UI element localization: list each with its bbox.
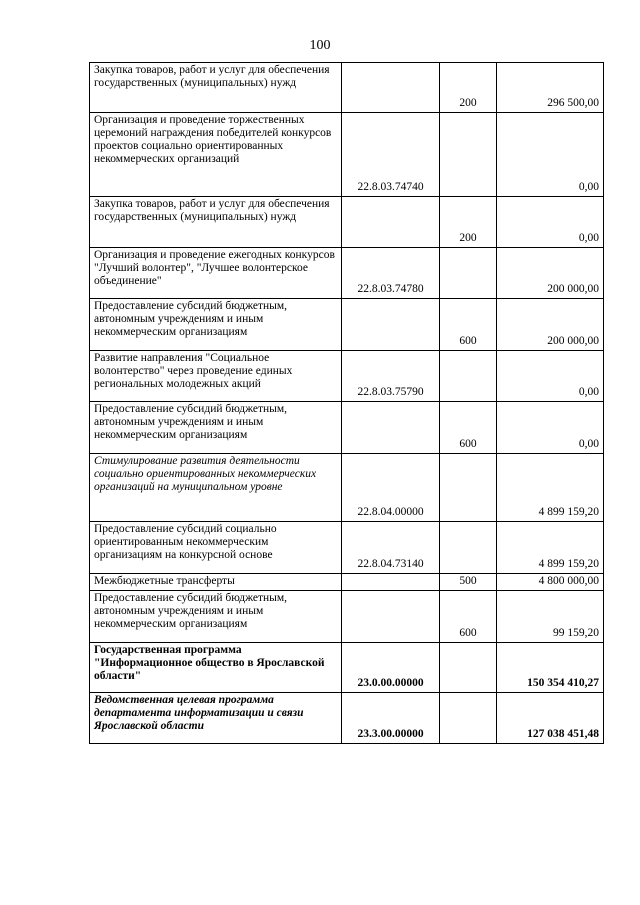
row-expense-type: 600 [440, 591, 497, 643]
row-amount: 200 000,00 [497, 299, 604, 351]
row-target-code [342, 402, 440, 454]
table-row [90, 113, 604, 197]
row-expense-type: 200 [440, 197, 497, 248]
table-row [90, 522, 604, 574]
row-expense-type: 600 [440, 299, 497, 351]
budget-table [89, 62, 604, 744]
row-amount: 127 038 451,48 [497, 693, 604, 744]
row-name: Закупка товаров, работ и услуг для обеспечения государственных (муниципальных) нужд [90, 63, 342, 113]
row-expense-type [440, 113, 497, 197]
row-name: Закупка товаров, работ и услуг для обеспечения государственных (муниципальных) нужд [90, 197, 342, 248]
row-name: Предоставление субсидий бюджетным, автономным учреждениям и иным некоммерческим организациям [90, 299, 342, 351]
table-row [90, 574, 604, 591]
row-name: Предоставление субсидий бюджетным, автономным учреждениям и иным некоммерческим организациям [90, 591, 342, 643]
row-expense-type [440, 693, 497, 744]
row-target-code: 23.3.00.00000 [342, 693, 440, 744]
table-row [90, 197, 604, 248]
row-name: Предоставление субсидий бюджетным, автономным учреждениям и иным некоммерческим организациям [90, 402, 342, 454]
row-expense-type: 600 [440, 402, 497, 454]
row-target-code [342, 299, 440, 351]
table-row [90, 591, 604, 643]
row-amount: 4 899 159,20 [497, 454, 604, 522]
row-amount: 99 159,20 [497, 591, 604, 643]
row-amount: 0,00 [497, 197, 604, 248]
row-expense-type: 200 [440, 63, 497, 113]
row-name: Предоставление субсидий социально ориентированным некоммерческим организациям на конкурсной основе [90, 522, 342, 574]
row-amount: 296 500,00 [497, 63, 604, 113]
table-row [90, 248, 604, 299]
row-target-code: 22.8.03.74780 [342, 248, 440, 299]
row-name: Межбюджетные трансферты [90, 574, 342, 591]
row-amount: 200 000,00 [497, 248, 604, 299]
row-amount: 0,00 [497, 351, 604, 402]
row-name: Ведомственная целевая программа департамента информатизации и связи Ярославской области [90, 693, 342, 744]
row-target-code: 23.0.00.00000 [342, 643, 440, 693]
table-row [90, 299, 604, 351]
row-name: Организация и проведение ежегодных конкурсов "Лучший волонтер", "Лучшее волонтерское объединение" [90, 248, 342, 299]
row-expense-type [440, 454, 497, 522]
table-row [90, 351, 604, 402]
row-name: Стимулирование развития деятельности социально ориентированных некоммерческих организаций на муниципальном уровне [90, 454, 342, 522]
row-target-code: 22.8.03.74740 [342, 113, 440, 197]
table-row [90, 454, 604, 522]
row-target-code: 22.8.04.73140 [342, 522, 440, 574]
row-expense-type [440, 643, 497, 693]
row-amount: 4 800 000,00 [497, 574, 604, 591]
row-expense-type: 500 [440, 574, 497, 591]
row-target-code: 22.8.04.00000 [342, 454, 440, 522]
page-number: 100 [309, 38, 331, 53]
row-name: Развитие направления "Социальное волонтерство" через проведение единых региональных молодежных акций [90, 351, 342, 402]
table-row [90, 643, 604, 693]
row-amount: 4 899 159,20 [497, 522, 604, 574]
row-target-code: 22.8.03.75790 [342, 351, 440, 402]
row-target-code [342, 591, 440, 643]
row-name: Организация и проведение торжественных церемоний награждения победителей конкурсов проектов социально ориентированных некоммерческих организаций [90, 113, 342, 197]
row-target-code [342, 574, 440, 591]
row-expense-type [440, 248, 497, 299]
row-name: Государственная программа "Информационное общество в Ярославской области" [90, 643, 342, 693]
row-target-code [342, 197, 440, 248]
table-row [90, 63, 604, 113]
row-target-code [342, 63, 440, 113]
row-expense-type [440, 351, 497, 402]
row-expense-type [440, 522, 497, 574]
row-amount: 0,00 [497, 402, 604, 454]
table-row [90, 693, 604, 744]
row-amount: 0,00 [497, 113, 604, 197]
budget-table-body [90, 63, 604, 744]
row-amount: 150 354 410,27 [497, 643, 604, 693]
table-row [90, 402, 604, 454]
